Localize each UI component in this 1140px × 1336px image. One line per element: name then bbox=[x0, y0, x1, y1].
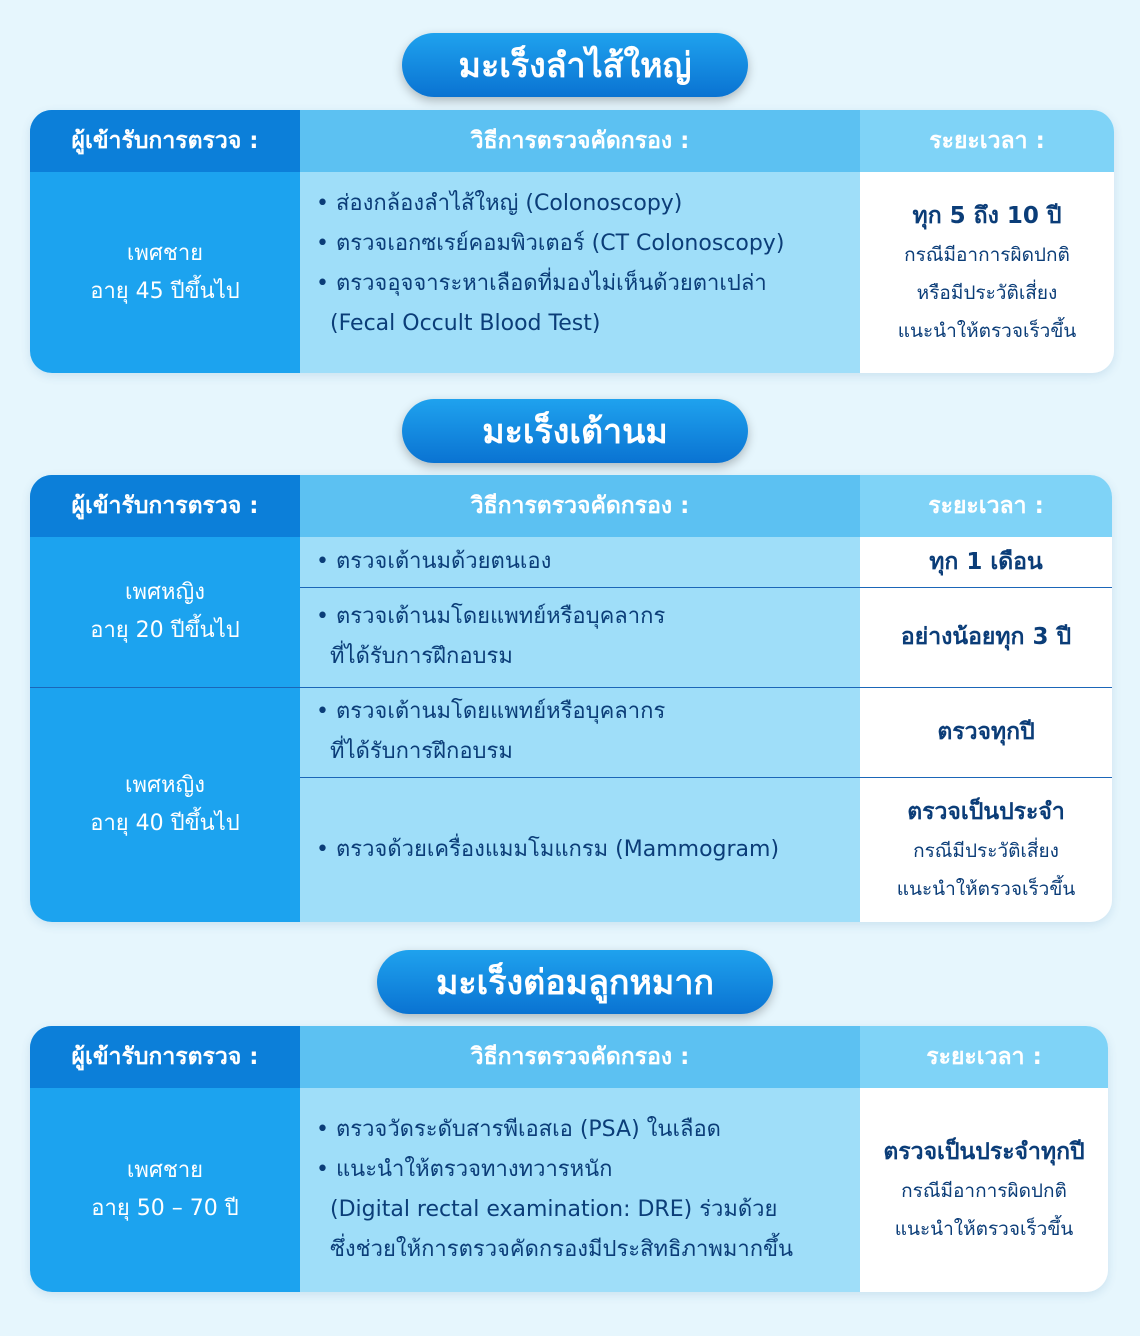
method-item: • ตรวจอุจจาระหาเลือดที่มองไม่เห็นด้วยตาเปล่า bbox=[316, 271, 767, 296]
method-cell bbox=[300, 587, 860, 687]
who-cell-group-2 bbox=[30, 687, 300, 922]
method-item: • ตรวจด้วยเครื่องแมมโมแกรม (Mammogram) bbox=[316, 836, 780, 862]
time-header: ระยะเวลา : bbox=[860, 110, 1114, 172]
method-cell bbox=[300, 777, 860, 922]
time-column bbox=[860, 1026, 1108, 1292]
method-item-continuation: ซึ่งช่วยให้การตรวจคัดกรองมีประสิทธิภาพมากขึ้น bbox=[330, 1237, 794, 1262]
method-header: วิธีการตรวจคัดกรอง : bbox=[300, 475, 860, 537]
time-note: แนะนำให้ตรวจเร็วขึ้น bbox=[896, 877, 1076, 900]
time-main: ทุก 1 เดือน bbox=[929, 549, 1043, 575]
who-column bbox=[30, 475, 300, 922]
section-title-colorectal: มะเร็งลำไส้ใหญ่ bbox=[402, 33, 748, 97]
who-cell bbox=[30, 172, 300, 373]
who-age: อายุ 45 ปีขึ้นไป bbox=[90, 278, 240, 304]
time-header: ระยะเวลา : bbox=[860, 475, 1112, 537]
row-divider bbox=[300, 777, 1112, 778]
time-header: ระยะเวลา : bbox=[860, 1026, 1108, 1088]
row-divider bbox=[300, 587, 1112, 588]
method-item: • ตรวจเต้านมด้วยตนเอง bbox=[316, 549, 552, 574]
method-column bbox=[300, 475, 860, 922]
time-main: ตรวจทุกปี bbox=[937, 719, 1035, 745]
method-item: • แนะนำให้ตรวจทางทวารหนัก bbox=[316, 1157, 613, 1182]
method-item: • ตรวจวัดระดับสารพีเอสเอ (PSA) ในเลือด bbox=[316, 1117, 721, 1142]
method-header: วิธีการตรวจคัดกรอง : bbox=[300, 1026, 860, 1088]
who-gender: เพศชาย bbox=[126, 240, 204, 266]
who-age: อายุ 40 ปีขึ้นไป bbox=[90, 810, 240, 836]
method-cell bbox=[300, 687, 860, 777]
who-header: ผู้เข้ารับการตรวจ : bbox=[30, 475, 300, 537]
time-cell bbox=[860, 687, 1112, 777]
who-gender: เพศหญิง bbox=[125, 772, 205, 798]
method-cell bbox=[300, 537, 860, 587]
time-column bbox=[860, 110, 1114, 373]
method-header: วิธีการตรวจคัดกรอง : bbox=[300, 110, 860, 172]
time-note: แนะนำให้ตรวจเร็วขึ้น bbox=[897, 319, 1077, 342]
method-item-continuation: (Fecal Occult Blood Test) bbox=[330, 311, 601, 336]
method-cell bbox=[300, 184, 860, 361]
who-cell bbox=[30, 1088, 300, 1292]
time-main: ตรวจเป็นประจำทุกปี bbox=[883, 1139, 1085, 1165]
method-column bbox=[300, 1026, 860, 1292]
who-header: ผู้เข้ารับการตรวจ : bbox=[30, 110, 300, 172]
time-note: หรือมีประวัติเสี่ยง bbox=[916, 281, 1058, 304]
section-title-breast: มะเร็งเต้านม bbox=[402, 399, 748, 463]
who-cell-group-1 bbox=[30, 537, 300, 687]
who-column bbox=[30, 110, 300, 373]
method-cell bbox=[300, 1088, 860, 1292]
colorectal-table bbox=[30, 110, 1114, 373]
method-item-continuation: ที่ได้รับการฝึกอบรม bbox=[330, 739, 513, 764]
time-note: แนะนำให้ตรวจเร็วขึ้น bbox=[894, 1218, 1074, 1240]
method-item-continuation: (Digital rectal examination: DRE) ร่วมด้วย bbox=[330, 1197, 778, 1222]
time-note: กรณีมีอาการผิดปกติ bbox=[904, 243, 1070, 266]
time-column bbox=[860, 475, 1112, 922]
method-column bbox=[300, 110, 860, 373]
prostate-table bbox=[30, 1026, 1108, 1292]
method-item: • ส่องกล้องลำไส้ใหญ่ (Colonoscopy) bbox=[316, 191, 683, 216]
who-header: ผู้เข้ารับการตรวจ : bbox=[30, 1026, 300, 1088]
time-main: อย่างน้อยทุก 3 ปี bbox=[900, 624, 1072, 650]
group-divider bbox=[30, 687, 1112, 688]
time-cell bbox=[860, 777, 1112, 922]
who-gender: เพศหญิง bbox=[125, 580, 205, 605]
time-note: กรณีมีประวัติเสี่ยง bbox=[913, 839, 1059, 862]
who-gender: เพศชาย bbox=[126, 1158, 204, 1183]
who-column bbox=[30, 1026, 300, 1292]
time-note: กรณีมีอาการผิดปกติ bbox=[901, 1180, 1067, 1202]
method-item: • ตรวจเต้านมโดยแพทย์หรือบุคลากร bbox=[316, 604, 666, 629]
section-title-prostate: มะเร็งต่อมลูกหมาก bbox=[377, 950, 773, 1014]
time-cell bbox=[860, 1088, 1108, 1292]
method-item: • ตรวจเอกซเรย์คอมพิวเตอร์ (CT Colonoscopy) bbox=[316, 231, 785, 256]
who-age: อายุ 20 ปีขึ้นไป bbox=[90, 618, 240, 643]
time-cell bbox=[860, 537, 1112, 587]
breast-table bbox=[30, 475, 1112, 922]
time-cell bbox=[860, 172, 1114, 373]
method-item: • ตรวจเต้านมโดยแพทย์หรือบุคลากร bbox=[316, 699, 666, 724]
method-item-continuation: ที่ได้รับการฝึกอบรม bbox=[330, 644, 513, 669]
who-age: อายุ 50 – 70 ปี bbox=[91, 1196, 239, 1221]
time-cell bbox=[860, 587, 1112, 687]
time-main: ทุก 5 ถึง 10 ปี bbox=[912, 202, 1062, 229]
time-main: ตรวจเป็นประจำ bbox=[907, 798, 1065, 825]
